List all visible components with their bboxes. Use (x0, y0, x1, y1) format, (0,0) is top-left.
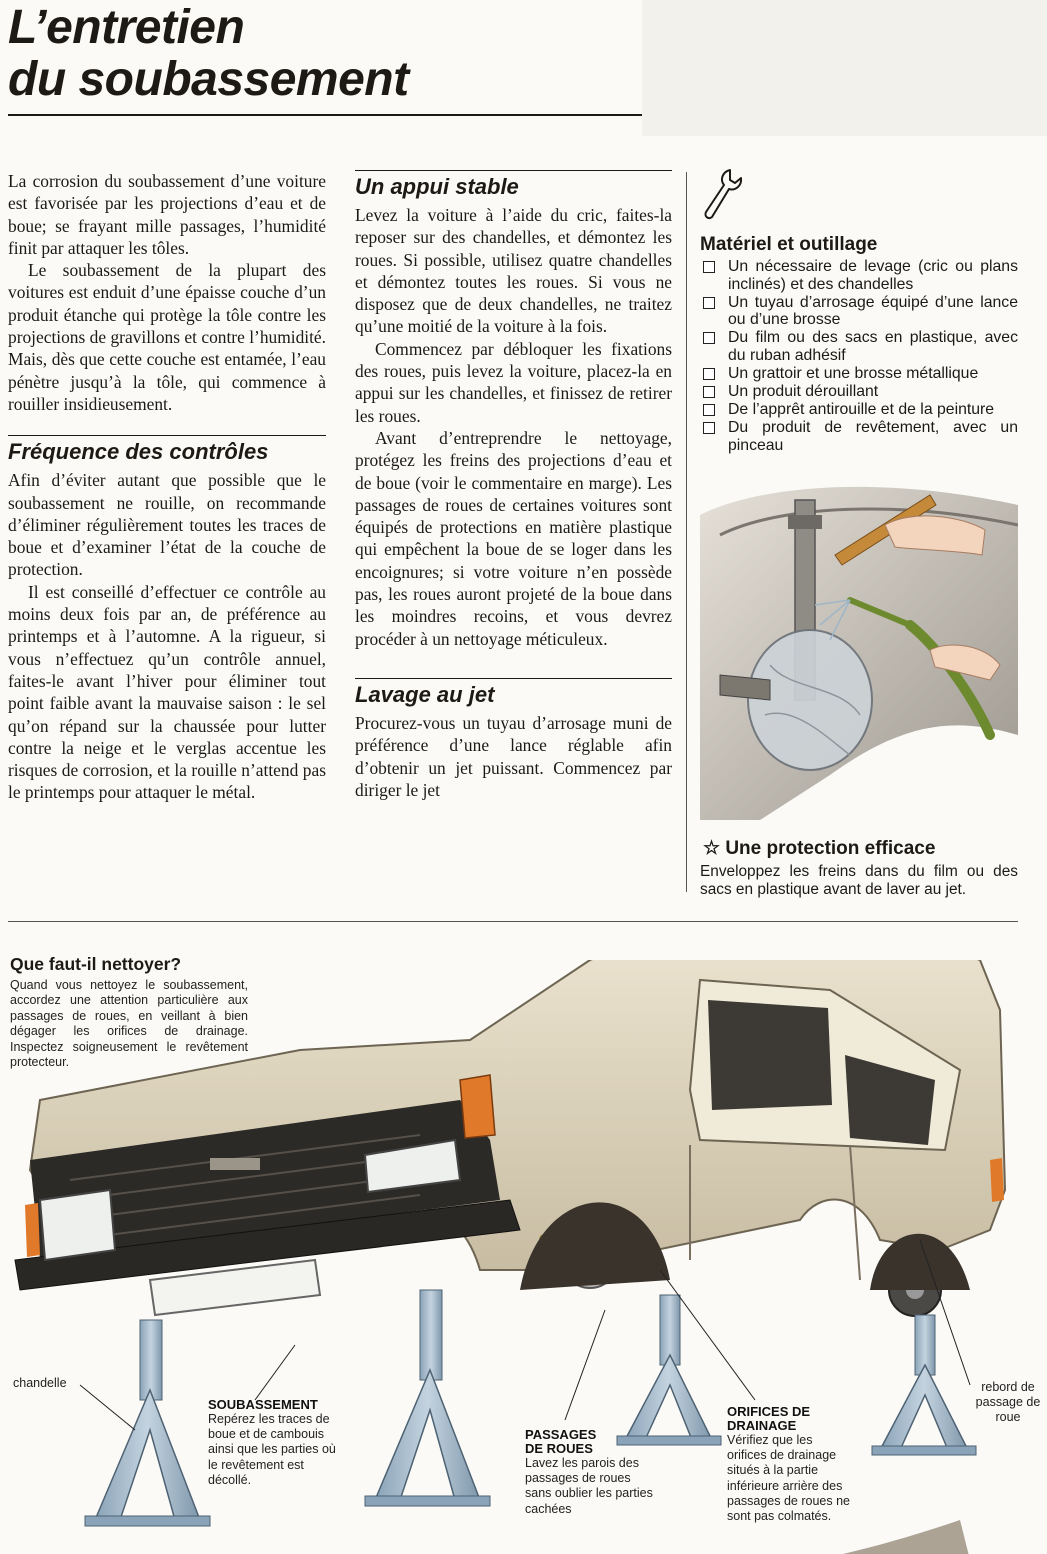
materials-title: Matériel et outillage (700, 234, 878, 255)
materials-item: Du film ou des sacs en plastique, avec du ruban adhésif (700, 329, 1018, 364)
star-icon: ☆ (703, 838, 721, 859)
materials-item: Un tuyau d’arrosage équipé d’une lance ou d’une brosse (700, 294, 1018, 329)
column-2 (355, 170, 672, 801)
frequence-paragraph-1: Afin d’éviter autant que possible que le soubassement ne rouille, on recommande d’éliminer régulièrement toutes les traces de boue et d’examiner l’état de la couche de protection. (8, 470, 326, 580)
frequence-paragraph-2: Il est conseillé d’effectuer ce contrôle au moins deux fois par an, de préférence au printemps et à l’automne. A la rigueur, si vous n’effectuez qu’un contrôle annuel, faites-le avant l’hiver pour éliminer tout point faible avant la mauvaise saison : le sel qu’on répand sur la chaussée pour lutter contre la neige et le verglas accentue les risques de corrosion, et la rouille n’attend pas le printemps pour attaquer le métal. (8, 581, 326, 803)
protection-text: Enveloppez les freins dans du film ou des sacs en plastique avant de laver au jet. (700, 863, 1018, 898)
column-1 (8, 170, 326, 804)
checkbox-icon (703, 332, 715, 344)
materials-list (700, 258, 1018, 455)
caption-rebord: rebord de passage de roue (975, 1380, 1041, 1425)
caption-soubassement: SOUBASSEMENT Repérez les traces de boue et de cambouis ainsi que les parties où le revêtement est décollé. (208, 1397, 336, 1487)
section-heading-lavage: Lavage au jet (355, 678, 672, 708)
section-heading-frequence: Fréquence des contrôles (8, 435, 326, 465)
appui-paragraph-3: Avant d’entreprendre le nettoyage, protégez les freins des projections d’eau et de boue (voir le commentaire en marge). Les passages de roues de certaines voitures sont équipés de protections en matière plastique qui empêchent la boue de se loger dans les encoignures; si votre voiture n’en possède pas, les roues auront projeté de la boue dans les moindres recoins, et vous devrez procéder à un nettoyage méticuleux. (355, 427, 672, 649)
checkbox-icon (703, 297, 715, 309)
title-line-2: du soubassement (8, 53, 409, 106)
protection-title: ☆ Une protection efficace (703, 838, 936, 859)
section-rule (8, 921, 1018, 922)
title-rule (8, 114, 642, 116)
brake-washing-illustration (700, 475, 1018, 820)
checkbox-icon (703, 422, 715, 434)
materials-item: Un produit dérouillant (700, 383, 1018, 401)
materials-box (700, 166, 1018, 455)
wrench-icon (700, 166, 744, 222)
materials-item: Du produit de revêtement, avec un pinceau (700, 419, 1018, 454)
appui-paragraph-2: Commencez par débloquer les fixations des roues, puis levez la voiture, placez-la en appui sur les chandelles, et finissez de retirer les roues. (355, 338, 672, 426)
cleaning-title: Que faut-il nettoyer? (10, 954, 182, 974)
stand-front-right (365, 1290, 490, 1506)
materials-item: Un nécessaire de levage (cric ou plans inclinés) et des chandelles (700, 258, 1018, 293)
caption-orifices: ORIFICES DE DRAINAGE Vérifiez que les orifices de drainage situés à la partie inférieure arrière des passages de roues ne sont pas colmatés. (727, 1404, 851, 1524)
appui-paragraph-1: Levez la voiture à l’aide du cric, faites-la reposer sur des chandelles, et démontez les roues. Si possible, utilisez quatre chandelles et démontez toutes les roues. Si vous ne disposez que de deux chandelles, ne traitez qu’une moitié de la voiture à la fois. (355, 205, 672, 337)
intro-paragraph-2: Le soubassement de la plupart des voitures est enduit d’une épaisse couche d’un produit étanche qui protège la tôle contre les projections de gravillons et contre l’humidité. Mais, dès que cette couche est entamée, l’eau pénètre jusqu’à la tôle, qui commence à rouiller insidieusement. (8, 260, 326, 414)
checkbox-icon (703, 261, 715, 273)
materials-item: De l’apprêt antirouille et de la peinture (700, 401, 1018, 419)
stand-front-left (85, 1320, 210, 1526)
caption-chandelle: chandelle (13, 1376, 67, 1390)
checkbox-icon (703, 404, 715, 416)
cleaning-text: Quand vous nettoyez le soubassement, accordez une attention particulière aux passages de roues, en veillant à bien dégager les orifices de drainage. Inspectez soigneusement le revêtement protecteur. (10, 978, 248, 1070)
lavage-paragraph-1: Procurez-vous un tuyau d’arrosage muni de préférence d’une lance réglable afin d’obtenir un jet puissant. Commencez par diriger le jet (355, 712, 672, 800)
caption-passages: PASSAGES DE ROUES Lavez les parois des passages de roues sans oublier les parties cachées (525, 1427, 653, 1516)
intro-paragraph-1: La corrosion du soubassement d’une voiture est favorisée par les projections d’eau et de boue; se frayant mille passages, l’humidité finit par attaquer les tôles. (8, 171, 326, 258)
section-heading-appui: Un appui stable (355, 170, 672, 200)
checkbox-icon (703, 386, 715, 398)
title-line-1: L’entretien (8, 1, 245, 54)
materials-item: Un grattoir et une brosse métallique (700, 365, 1018, 383)
page-title (8, 2, 409, 106)
checkbox-icon (703, 368, 715, 380)
stand-rear-right (872, 1315, 976, 1455)
stand-rear-left (617, 1295, 721, 1445)
column-divider (686, 172, 687, 892)
header-blank-area (642, 0, 1047, 136)
